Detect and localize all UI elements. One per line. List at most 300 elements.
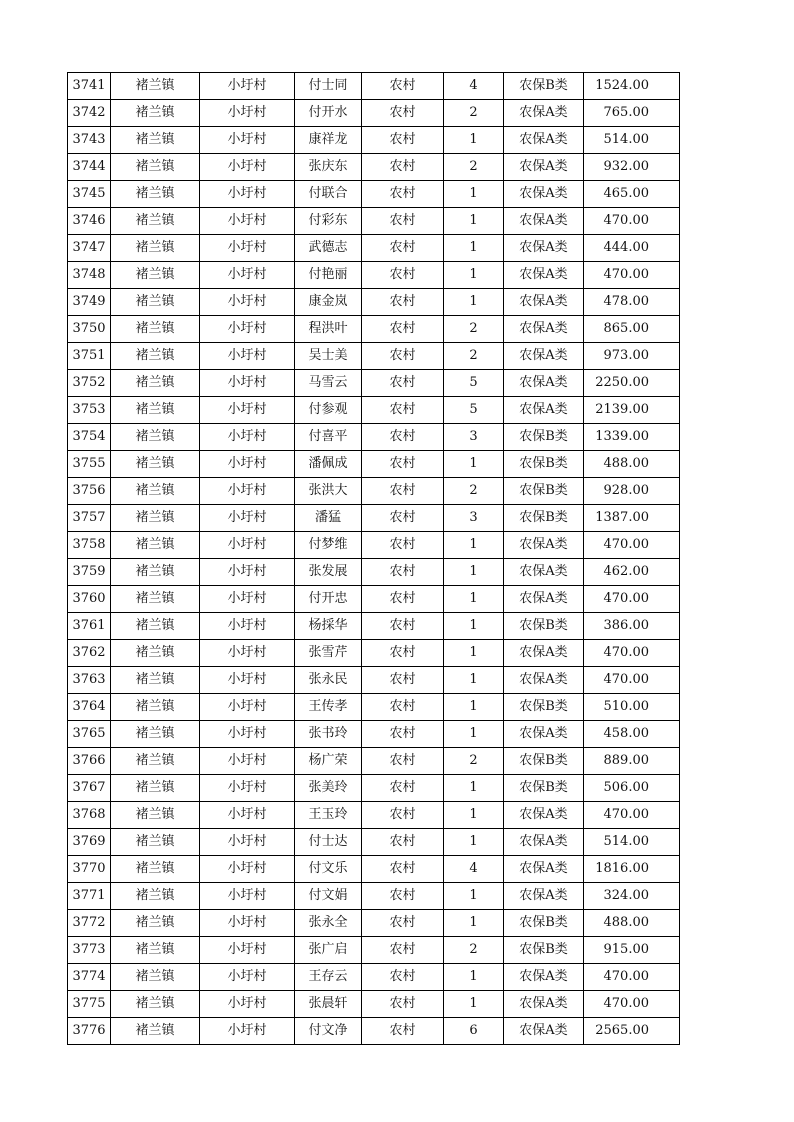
category-cell: 农保A类 xyxy=(504,532,584,559)
village-cell: 小圩村 xyxy=(200,343,295,370)
amount-cell: 324.00 xyxy=(584,883,680,910)
type-cell: 农村 xyxy=(362,721,444,748)
category-cell: 农保A类 xyxy=(504,586,584,613)
category-cell: 农保A类 xyxy=(504,802,584,829)
table-row xyxy=(68,451,680,478)
record-id-cell: 3764 xyxy=(68,694,111,721)
count-cell: 3 xyxy=(444,424,504,451)
amount-cell: 465.00 xyxy=(584,181,680,208)
count-cell: 2 xyxy=(444,154,504,181)
type-cell: 农村 xyxy=(362,370,444,397)
count-cell: 1 xyxy=(444,613,504,640)
town-cell: 褚兰镇 xyxy=(111,748,200,775)
type-cell: 农村 xyxy=(362,289,444,316)
record-id-cell: 3751 xyxy=(68,343,111,370)
town-cell: 褚兰镇 xyxy=(111,73,200,100)
type-cell: 农村 xyxy=(362,154,444,181)
type-cell: 农村 xyxy=(362,856,444,883)
table-row xyxy=(68,937,680,964)
town-cell: 褚兰镇 xyxy=(111,667,200,694)
village-cell: 小圩村 xyxy=(200,505,295,532)
category-cell: 农保A类 xyxy=(504,370,584,397)
record-id-cell: 3756 xyxy=(68,478,111,505)
type-cell: 农村 xyxy=(362,748,444,775)
table-row xyxy=(68,829,680,856)
count-cell: 2 xyxy=(444,937,504,964)
name-cell: 付文乐 xyxy=(295,856,362,883)
record-id-cell: 3746 xyxy=(68,208,111,235)
town-cell: 褚兰镇 xyxy=(111,883,200,910)
town-cell: 褚兰镇 xyxy=(111,910,200,937)
record-id-cell: 3769 xyxy=(68,829,111,856)
amount-cell: 470.00 xyxy=(584,208,680,235)
amount-cell: 928.00 xyxy=(584,478,680,505)
name-cell: 张美玲 xyxy=(295,775,362,802)
name-cell: 张洪大 xyxy=(295,478,362,505)
records-table xyxy=(67,72,680,1045)
town-cell: 褚兰镇 xyxy=(111,478,200,505)
village-cell: 小圩村 xyxy=(200,802,295,829)
amount-cell: 444.00 xyxy=(584,235,680,262)
table-row xyxy=(68,694,680,721)
village-cell: 小圩村 xyxy=(200,262,295,289)
name-cell: 张庆东 xyxy=(295,154,362,181)
record-id-cell: 3776 xyxy=(68,1018,111,1045)
record-id-cell: 3744 xyxy=(68,154,111,181)
category-cell: 农保A类 xyxy=(504,883,584,910)
table-row xyxy=(68,343,680,370)
category-cell: 农保A类 xyxy=(504,100,584,127)
name-cell: 付文净 xyxy=(295,1018,362,1045)
count-cell: 4 xyxy=(444,856,504,883)
amount-cell: 889.00 xyxy=(584,748,680,775)
town-cell: 褚兰镇 xyxy=(111,316,200,343)
amount-cell: 478.00 xyxy=(584,289,680,316)
name-cell: 康祥龙 xyxy=(295,127,362,154)
village-cell: 小圩村 xyxy=(200,856,295,883)
record-id-cell: 3752 xyxy=(68,370,111,397)
type-cell: 农村 xyxy=(362,883,444,910)
amount-cell: 932.00 xyxy=(584,154,680,181)
record-id-cell: 3747 xyxy=(68,235,111,262)
category-cell: 农保A类 xyxy=(504,289,584,316)
category-cell: 农保B类 xyxy=(504,73,584,100)
name-cell: 吴士美 xyxy=(295,343,362,370)
category-cell: 农保A类 xyxy=(504,181,584,208)
name-cell: 付文娟 xyxy=(295,883,362,910)
village-cell: 小圩村 xyxy=(200,478,295,505)
type-cell: 农村 xyxy=(362,559,444,586)
type-cell: 农村 xyxy=(362,73,444,100)
town-cell: 褚兰镇 xyxy=(111,289,200,316)
town-cell: 褚兰镇 xyxy=(111,451,200,478)
category-cell: 农保B类 xyxy=(504,505,584,532)
record-id-cell: 3768 xyxy=(68,802,111,829)
record-id-cell: 3773 xyxy=(68,937,111,964)
table-row xyxy=(68,964,680,991)
type-cell: 农村 xyxy=(362,829,444,856)
category-cell: 农保B类 xyxy=(504,451,584,478)
name-cell: 付梦维 xyxy=(295,532,362,559)
count-cell: 1 xyxy=(444,883,504,910)
table-row xyxy=(68,370,680,397)
name-cell: 杨採华 xyxy=(295,613,362,640)
type-cell: 农村 xyxy=(362,613,444,640)
name-cell: 付士同 xyxy=(295,73,362,100)
table-row xyxy=(68,73,680,100)
town-cell: 褚兰镇 xyxy=(111,802,200,829)
table-row xyxy=(68,316,680,343)
amount-cell: 2250.00 xyxy=(584,370,680,397)
village-cell: 小圩村 xyxy=(200,937,295,964)
village-cell: 小圩村 xyxy=(200,829,295,856)
table-row xyxy=(68,775,680,802)
village-cell: 小圩村 xyxy=(200,559,295,586)
category-cell: 农保A类 xyxy=(504,262,584,289)
records-body xyxy=(68,73,680,1045)
type-cell: 农村 xyxy=(362,667,444,694)
name-cell: 付开水 xyxy=(295,100,362,127)
town-cell: 褚兰镇 xyxy=(111,154,200,181)
count-cell: 2 xyxy=(444,748,504,775)
category-cell: 农保A类 xyxy=(504,721,584,748)
category-cell: 农保B类 xyxy=(504,775,584,802)
type-cell: 农村 xyxy=(362,181,444,208)
name-cell: 付彩东 xyxy=(295,208,362,235)
village-cell: 小圩村 xyxy=(200,73,295,100)
record-id-cell: 3741 xyxy=(68,73,111,100)
town-cell: 褚兰镇 xyxy=(111,721,200,748)
count-cell: 1 xyxy=(444,208,504,235)
table-row xyxy=(68,127,680,154)
town-cell: 褚兰镇 xyxy=(111,640,200,667)
type-cell: 农村 xyxy=(362,343,444,370)
name-cell: 张晨轩 xyxy=(295,991,362,1018)
village-cell: 小圩村 xyxy=(200,640,295,667)
town-cell: 褚兰镇 xyxy=(111,208,200,235)
table-row xyxy=(68,883,680,910)
record-id-cell: 3771 xyxy=(68,883,111,910)
category-cell: 农保A类 xyxy=(504,991,584,1018)
category-cell: 农保B类 xyxy=(504,748,584,775)
name-cell: 潘佩成 xyxy=(295,451,362,478)
village-cell: 小圩村 xyxy=(200,154,295,181)
count-cell: 1 xyxy=(444,964,504,991)
name-cell: 张雪芹 xyxy=(295,640,362,667)
village-cell: 小圩村 xyxy=(200,613,295,640)
village-cell: 小圩村 xyxy=(200,289,295,316)
record-id-cell: 3761 xyxy=(68,613,111,640)
town-cell: 褚兰镇 xyxy=(111,937,200,964)
type-cell: 农村 xyxy=(362,316,444,343)
count-cell: 1 xyxy=(444,559,504,586)
village-cell: 小圩村 xyxy=(200,235,295,262)
record-id-cell: 3760 xyxy=(68,586,111,613)
count-cell: 1 xyxy=(444,775,504,802)
name-cell: 王存云 xyxy=(295,964,362,991)
table-row xyxy=(68,910,680,937)
amount-cell: 865.00 xyxy=(584,316,680,343)
category-cell: 农保A类 xyxy=(504,640,584,667)
name-cell: 付艳丽 xyxy=(295,262,362,289)
record-id-cell: 3749 xyxy=(68,289,111,316)
name-cell: 王传孝 xyxy=(295,694,362,721)
village-cell: 小圩村 xyxy=(200,964,295,991)
town-cell: 褚兰镇 xyxy=(111,964,200,991)
name-cell: 程洪叶 xyxy=(295,316,362,343)
type-cell: 农村 xyxy=(362,424,444,451)
name-cell: 付联合 xyxy=(295,181,362,208)
table-row xyxy=(68,586,680,613)
name-cell: 付喜平 xyxy=(295,424,362,451)
type-cell: 农村 xyxy=(362,478,444,505)
village-cell: 小圩村 xyxy=(200,991,295,1018)
count-cell: 4 xyxy=(444,73,504,100)
record-id-cell: 3775 xyxy=(68,991,111,1018)
amount-cell: 470.00 xyxy=(584,991,680,1018)
count-cell: 6 xyxy=(444,1018,504,1045)
amount-cell: 506.00 xyxy=(584,775,680,802)
record-id-cell: 3748 xyxy=(68,262,111,289)
table-row xyxy=(68,1018,680,1045)
table-row xyxy=(68,424,680,451)
category-cell: 农保A类 xyxy=(504,1018,584,1045)
table-row xyxy=(68,532,680,559)
type-cell: 农村 xyxy=(362,991,444,1018)
category-cell: 农保A类 xyxy=(504,154,584,181)
village-cell: 小圩村 xyxy=(200,775,295,802)
category-cell: 农保A类 xyxy=(504,397,584,424)
count-cell: 1 xyxy=(444,991,504,1018)
table-row xyxy=(68,397,680,424)
table-row xyxy=(68,856,680,883)
table-row xyxy=(68,262,680,289)
town-cell: 褚兰镇 xyxy=(111,370,200,397)
table-row xyxy=(68,100,680,127)
table-row xyxy=(68,154,680,181)
table-row xyxy=(68,748,680,775)
record-id-cell: 3755 xyxy=(68,451,111,478)
name-cell: 张发展 xyxy=(295,559,362,586)
amount-cell: 458.00 xyxy=(584,721,680,748)
town-cell: 褚兰镇 xyxy=(111,829,200,856)
category-cell: 农保A类 xyxy=(504,667,584,694)
amount-cell: 386.00 xyxy=(584,613,680,640)
name-cell: 张永全 xyxy=(295,910,362,937)
type-cell: 农村 xyxy=(362,802,444,829)
amount-cell: 470.00 xyxy=(584,964,680,991)
village-cell: 小圩村 xyxy=(200,181,295,208)
record-id-cell: 3758 xyxy=(68,532,111,559)
count-cell: 5 xyxy=(444,397,504,424)
amount-cell: 470.00 xyxy=(584,667,680,694)
type-cell: 农村 xyxy=(362,127,444,154)
town-cell: 褚兰镇 xyxy=(111,586,200,613)
table-row xyxy=(68,991,680,1018)
town-cell: 褚兰镇 xyxy=(111,181,200,208)
table-row xyxy=(68,235,680,262)
table-row xyxy=(68,181,680,208)
type-cell: 农村 xyxy=(362,640,444,667)
count-cell: 1 xyxy=(444,667,504,694)
amount-cell: 470.00 xyxy=(584,802,680,829)
town-cell: 褚兰镇 xyxy=(111,1018,200,1045)
name-cell: 张广启 xyxy=(295,937,362,964)
category-cell: 农保B类 xyxy=(504,478,584,505)
record-id-cell: 3753 xyxy=(68,397,111,424)
record-id-cell: 3772 xyxy=(68,910,111,937)
count-cell: 5 xyxy=(444,370,504,397)
record-id-cell: 3766 xyxy=(68,748,111,775)
name-cell: 康金岚 xyxy=(295,289,362,316)
type-cell: 农村 xyxy=(362,208,444,235)
record-id-cell: 3765 xyxy=(68,721,111,748)
town-cell: 褚兰镇 xyxy=(111,424,200,451)
amount-cell: 470.00 xyxy=(584,640,680,667)
name-cell: 武德志 xyxy=(295,235,362,262)
record-id-cell: 3757 xyxy=(68,505,111,532)
count-cell: 1 xyxy=(444,721,504,748)
record-id-cell: 3759 xyxy=(68,559,111,586)
name-cell: 付开忠 xyxy=(295,586,362,613)
town-cell: 褚兰镇 xyxy=(111,532,200,559)
record-id-cell: 3770 xyxy=(68,856,111,883)
table-row xyxy=(68,613,680,640)
type-cell: 农村 xyxy=(362,532,444,559)
amount-cell: 488.00 xyxy=(584,451,680,478)
category-cell: 农保B类 xyxy=(504,424,584,451)
amount-cell: 1524.00 xyxy=(584,73,680,100)
type-cell: 农村 xyxy=(362,910,444,937)
name-cell: 杨广荣 xyxy=(295,748,362,775)
village-cell: 小圩村 xyxy=(200,316,295,343)
count-cell: 2 xyxy=(444,100,504,127)
amount-cell: 2139.00 xyxy=(584,397,680,424)
count-cell: 1 xyxy=(444,694,504,721)
count-cell: 1 xyxy=(444,532,504,559)
village-cell: 小圩村 xyxy=(200,397,295,424)
town-cell: 褚兰镇 xyxy=(111,343,200,370)
village-cell: 小圩村 xyxy=(200,910,295,937)
amount-cell: 1339.00 xyxy=(584,424,680,451)
village-cell: 小圩村 xyxy=(200,721,295,748)
village-cell: 小圩村 xyxy=(200,532,295,559)
type-cell: 农村 xyxy=(362,694,444,721)
town-cell: 褚兰镇 xyxy=(111,235,200,262)
amount-cell: 514.00 xyxy=(584,127,680,154)
town-cell: 褚兰镇 xyxy=(111,559,200,586)
category-cell: 农保A类 xyxy=(504,208,584,235)
count-cell: 2 xyxy=(444,316,504,343)
category-cell: 农保A类 xyxy=(504,829,584,856)
amount-cell: 514.00 xyxy=(584,829,680,856)
count-cell: 2 xyxy=(444,343,504,370)
table-row xyxy=(68,505,680,532)
town-cell: 褚兰镇 xyxy=(111,505,200,532)
category-cell: 农保A类 xyxy=(504,316,584,343)
name-cell: 马雪云 xyxy=(295,370,362,397)
name-cell: 王玉玲 xyxy=(295,802,362,829)
village-cell: 小圩村 xyxy=(200,748,295,775)
name-cell: 潘猛 xyxy=(295,505,362,532)
amount-cell: 470.00 xyxy=(584,532,680,559)
table-row xyxy=(68,208,680,235)
type-cell: 农村 xyxy=(362,937,444,964)
village-cell: 小圩村 xyxy=(200,370,295,397)
amount-cell: 510.00 xyxy=(584,694,680,721)
table-row xyxy=(68,802,680,829)
amount-cell: 765.00 xyxy=(584,100,680,127)
type-cell: 农村 xyxy=(362,100,444,127)
town-cell: 褚兰镇 xyxy=(111,100,200,127)
amount-cell: 470.00 xyxy=(584,586,680,613)
category-cell: 农保A类 xyxy=(504,964,584,991)
category-cell: 农保A类 xyxy=(504,343,584,370)
type-cell: 农村 xyxy=(362,451,444,478)
type-cell: 农村 xyxy=(362,505,444,532)
count-cell: 1 xyxy=(444,262,504,289)
type-cell: 农村 xyxy=(362,586,444,613)
amount-cell: 973.00 xyxy=(584,343,680,370)
count-cell: 1 xyxy=(444,829,504,856)
type-cell: 农村 xyxy=(362,262,444,289)
record-id-cell: 3742 xyxy=(68,100,111,127)
amount-cell: 462.00 xyxy=(584,559,680,586)
category-cell: 农保B类 xyxy=(504,694,584,721)
town-cell: 褚兰镇 xyxy=(111,856,200,883)
table-row xyxy=(68,559,680,586)
table-row xyxy=(68,721,680,748)
amount-cell: 1816.00 xyxy=(584,856,680,883)
count-cell: 1 xyxy=(444,181,504,208)
amount-cell: 470.00 xyxy=(584,262,680,289)
category-cell: 农保B类 xyxy=(504,910,584,937)
town-cell: 褚兰镇 xyxy=(111,694,200,721)
type-cell: 农村 xyxy=(362,775,444,802)
count-cell: 1 xyxy=(444,451,504,478)
amount-cell: 915.00 xyxy=(584,937,680,964)
town-cell: 褚兰镇 xyxy=(111,613,200,640)
table-row xyxy=(68,478,680,505)
count-cell: 1 xyxy=(444,802,504,829)
amount-cell: 1387.00 xyxy=(584,505,680,532)
record-id-cell: 3743 xyxy=(68,127,111,154)
town-cell: 褚兰镇 xyxy=(111,397,200,424)
table-row xyxy=(68,289,680,316)
count-cell: 1 xyxy=(444,127,504,154)
table-row xyxy=(68,640,680,667)
amount-cell: 2565.00 xyxy=(584,1018,680,1045)
village-cell: 小圩村 xyxy=(200,694,295,721)
record-id-cell: 3763 xyxy=(68,667,111,694)
village-cell: 小圩村 xyxy=(200,208,295,235)
count-cell: 1 xyxy=(444,586,504,613)
type-cell: 农村 xyxy=(362,1018,444,1045)
village-cell: 小圩村 xyxy=(200,100,295,127)
category-cell: 农保A类 xyxy=(504,856,584,883)
village-cell: 小圩村 xyxy=(200,667,295,694)
table-row xyxy=(68,667,680,694)
name-cell: 付士达 xyxy=(295,829,362,856)
amount-cell: 488.00 xyxy=(584,910,680,937)
name-cell: 张书玲 xyxy=(295,721,362,748)
record-id-cell: 3754 xyxy=(68,424,111,451)
record-id-cell: 3767 xyxy=(68,775,111,802)
record-id-cell: 3762 xyxy=(68,640,111,667)
village-cell: 小圩村 xyxy=(200,1018,295,1045)
town-cell: 褚兰镇 xyxy=(111,991,200,1018)
town-cell: 褚兰镇 xyxy=(111,127,200,154)
